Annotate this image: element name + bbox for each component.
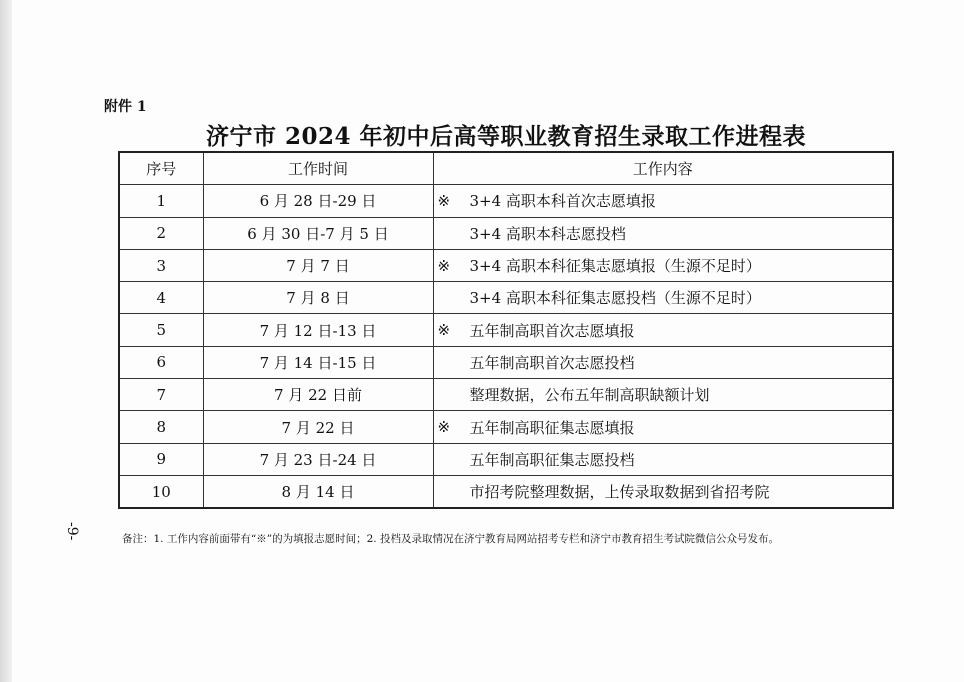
row-content-cell <box>433 475 893 508</box>
row-content-cell <box>433 411 893 443</box>
fill-mark-symbol: ※ <box>437 191 451 210</box>
row-time: 8 月 14 日 <box>203 475 433 508</box>
row-serial: 8 <box>119 411 203 443</box>
row-content-cell <box>433 282 893 314</box>
table-row <box>119 475 893 508</box>
table-row <box>119 411 893 443</box>
row-time: 7 月 22 日前 <box>203 379 433 411</box>
table-row <box>119 282 893 314</box>
row-content: 市招考院整理数据，上传录取数据到省招考院 <box>469 483 770 502</box>
row-content-cell <box>433 217 893 249</box>
row-time: 7 月 22 日 <box>203 411 433 443</box>
row-content: 五年制高职征集志愿填报 <box>469 418 635 437</box>
row-time: 6 月 28 日-29 日 <box>203 185 433 217</box>
attachment-label: 附件 1 <box>104 99 147 115</box>
fill-mark-symbol: ※ <box>437 256 451 275</box>
page-number: -9- <box>64 522 80 541</box>
row-content-cell <box>433 314 893 346</box>
row-time: 7 月 7 日 <box>203 249 433 281</box>
header-serial: 序号 <box>119 152 203 185</box>
row-serial: 3 <box>119 249 203 281</box>
row-serial: 4 <box>119 282 203 314</box>
row-serial: 5 <box>119 314 203 346</box>
row-content-cell <box>433 249 893 281</box>
row-serial: 2 <box>119 217 203 249</box>
row-content-cell <box>433 185 893 217</box>
row-content: 3+4 高职本科首次志愿填报 <box>469 192 656 211</box>
row-serial: 6 <box>119 346 203 378</box>
row-content: 3+4 高职本科征集志愿投档（生源不足时） <box>469 289 761 308</box>
footnote: 备注：1. 工作内容前面带有“※”的为填报志愿时间；2. 投档及录取情况在济宁教育局网站招考专栏和济宁市教育招生考试院微信公众号发布。 <box>122 533 779 545</box>
row-content: 五年制高职首次志愿投档 <box>469 353 635 372</box>
table-header-row <box>119 152 893 185</box>
document-title: 济宁市 2024 年初中后高等职业教育招生录取工作进程表 <box>205 123 807 150</box>
row-time: 6 月 30 日-7 月 5 日 <box>203 217 433 249</box>
schedule-table <box>118 151 894 509</box>
header-time: 工作时间 <box>203 152 433 185</box>
row-content-cell <box>433 346 893 378</box>
row-serial: 7 <box>119 379 203 411</box>
row-content: 3+4 高职本科征集志愿填报（生源不足时） <box>469 257 761 276</box>
table-row <box>119 314 893 346</box>
table-row <box>119 379 893 411</box>
row-content: 五年制高职征集志愿投档 <box>469 450 635 469</box>
row-time: 7 月 23 日-24 日 <box>203 443 433 475</box>
row-content: 整理数据，公布五年制高职缺额计划 <box>469 386 710 405</box>
scan-edge-shadow <box>0 0 12 682</box>
row-time: 7 月 8 日 <box>203 282 433 314</box>
table-row <box>119 185 893 217</box>
row-content-cell <box>433 443 893 475</box>
header-content: 工作内容 <box>433 152 893 185</box>
table-row <box>119 443 893 475</box>
table-row <box>119 346 893 378</box>
row-serial: 10 <box>119 475 203 508</box>
row-time: 7 月 12 日-13 日 <box>203 314 433 346</box>
row-content: 3+4 高职本科志愿投档 <box>469 224 626 243</box>
row-serial: 1 <box>119 185 203 217</box>
row-content-cell <box>433 379 893 411</box>
table-row <box>119 217 893 249</box>
table-row <box>119 249 893 281</box>
row-content: 五年制高职首次志愿填报 <box>469 321 635 340</box>
fill-mark-symbol: ※ <box>437 321 451 340</box>
fill-mark-symbol: ※ <box>437 418 451 437</box>
row-serial: 9 <box>119 443 203 475</box>
row-time: 7 月 14 日-15 日 <box>203 346 433 378</box>
